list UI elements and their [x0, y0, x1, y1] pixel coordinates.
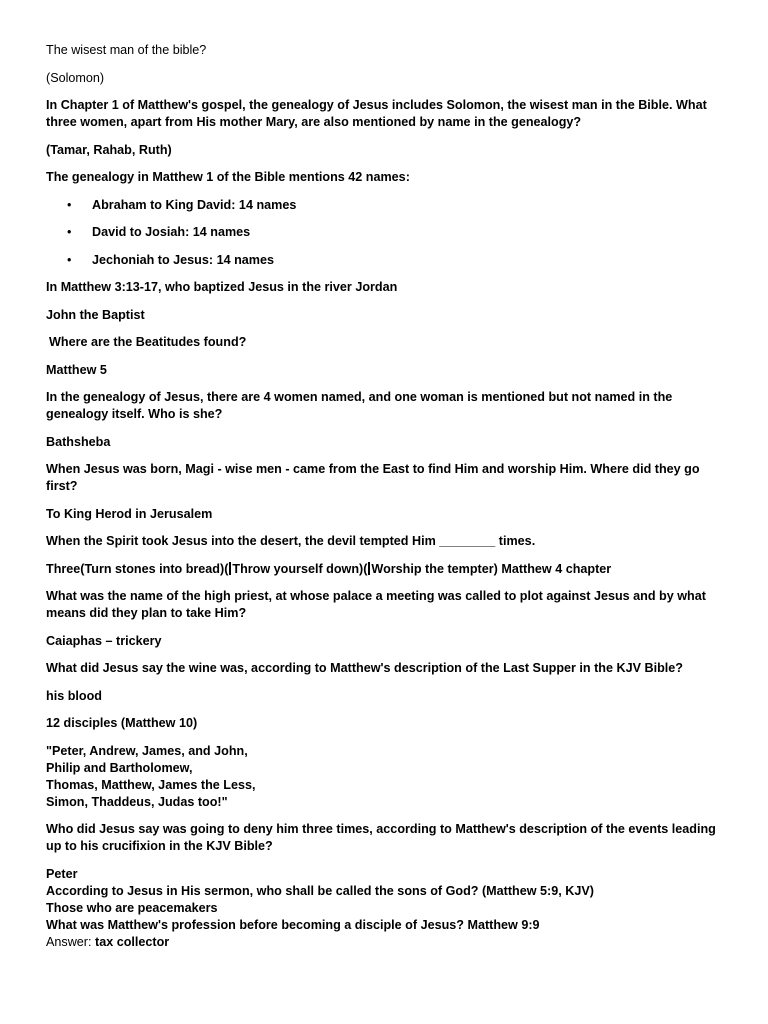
list-item-text: Abraham to King David: 14 names [92, 197, 297, 212]
answer-temptation [46, 561, 726, 578]
answer-magi: To King Herod in Jerusalem [46, 506, 213, 521]
document-body [46, 42, 726, 951]
list-item-text: Jechoniah to Jesus: 14 names [92, 252, 274, 267]
bullet-icon: • [67, 197, 72, 212]
question-last-supper: What did Jesus say the wine was, according to Matthew's description of the Last Supper in the KJV Bible? [46, 661, 683, 675]
list-item [46, 197, 726, 214]
answer-three-women: (Tamar, Rahab, Ruth) [46, 142, 172, 157]
answer-high-priest: Caiaphas – trickery [46, 633, 162, 648]
disciples-poem [46, 743, 726, 811]
question-unnamed-woman: In the genealogy of Jesus, there are 4 women named, and one woman is mentioned but not named in the genealogy itself. Who is she? [46, 390, 673, 421]
question-high-priest: What was the name of the high priest, at whose palace a meeting was called to plot against Jesus and by what means did they plan to take Him? [46, 589, 706, 620]
answer-baptism: John the Baptist [46, 307, 145, 322]
answer-unnamed-woman: Bathsheba [46, 434, 111, 449]
question-magi: When Jesus was born, Magi - wise men - came from the East to find Him and worship Him. Where did they go first? [46, 462, 700, 493]
answer-beatitudes: Matthew 5 [46, 362, 107, 377]
poem-line: "Peter, Andrew, James, and John, [46, 743, 248, 758]
list-item-text: David to Josiah: 14 names [92, 225, 251, 239]
list-item [46, 252, 726, 269]
question-matthew-profession: What was Matthew's profession before becoming a disciple of Jesus? Matthew 9:9 [46, 917, 540, 932]
question-baptism: In Matthew 3:13-17, who baptized Jesus in the river Jordan [46, 280, 398, 294]
answer-solomon: (Solomon) [46, 70, 105, 85]
answer-deny: Peter [46, 866, 78, 881]
answer-label: Answer: [46, 934, 92, 949]
bullet-icon: • [67, 225, 72, 239]
poem-line: Philip and Bartholomew, [46, 760, 193, 775]
question-three-women: In Chapter 1 of Matthew's gospel, the genealogy of Jesus includes Solomon, the wisest man in the Bible. What three women, apart from His mother Mary, are also mentioned by name in the genealogy? [46, 98, 707, 129]
question-wisest-man: The wisest man of the bible? [46, 43, 207, 57]
question-beatitudes: Where are the Beatitudes found? [49, 335, 247, 349]
poem-line: Thomas, Matthew, James the Less, [46, 777, 256, 792]
answer-temptation-part-3: Worship the tempter) Matthew 4 chapter [371, 561, 612, 576]
question-sons-of-god: According to Jesus in His sermon, who shall be called the sons of God? (Matthew 5:9, KJV) [46, 883, 594, 898]
genealogy-heading: The genealogy in Matthew 1 of the Bible mentions 42 names: [46, 170, 410, 184]
answer-value: tax collector [95, 934, 170, 949]
list-item [46, 224, 726, 241]
answer-sons-of-god: Those who are peacemakers [46, 900, 218, 915]
genealogy-list [46, 197, 726, 269]
question-temptation: When the Spirit took Jesus into the desert, the devil tempted Him ________ times. [46, 534, 536, 548]
answer-temptation-part-2: Throw yourself down)( [232, 561, 368, 576]
answer-temptation-part-1: Three(Turn stones into bread)( [46, 561, 229, 576]
poem-line: Simon, Thaddeus, Judas too!" [46, 794, 228, 809]
disciples-heading: 12 disciples (Matthew 10) [46, 716, 198, 730]
answer-last-supper: his blood [46, 688, 102, 703]
question-deny: Who did Jesus say was going to deny him three times, according to Matthew's description of the events leading up to his crucifixion in the KJV Bible? [46, 822, 716, 853]
bullet-icon: • [67, 252, 72, 267]
answer-matthew-profession [46, 934, 726, 951]
